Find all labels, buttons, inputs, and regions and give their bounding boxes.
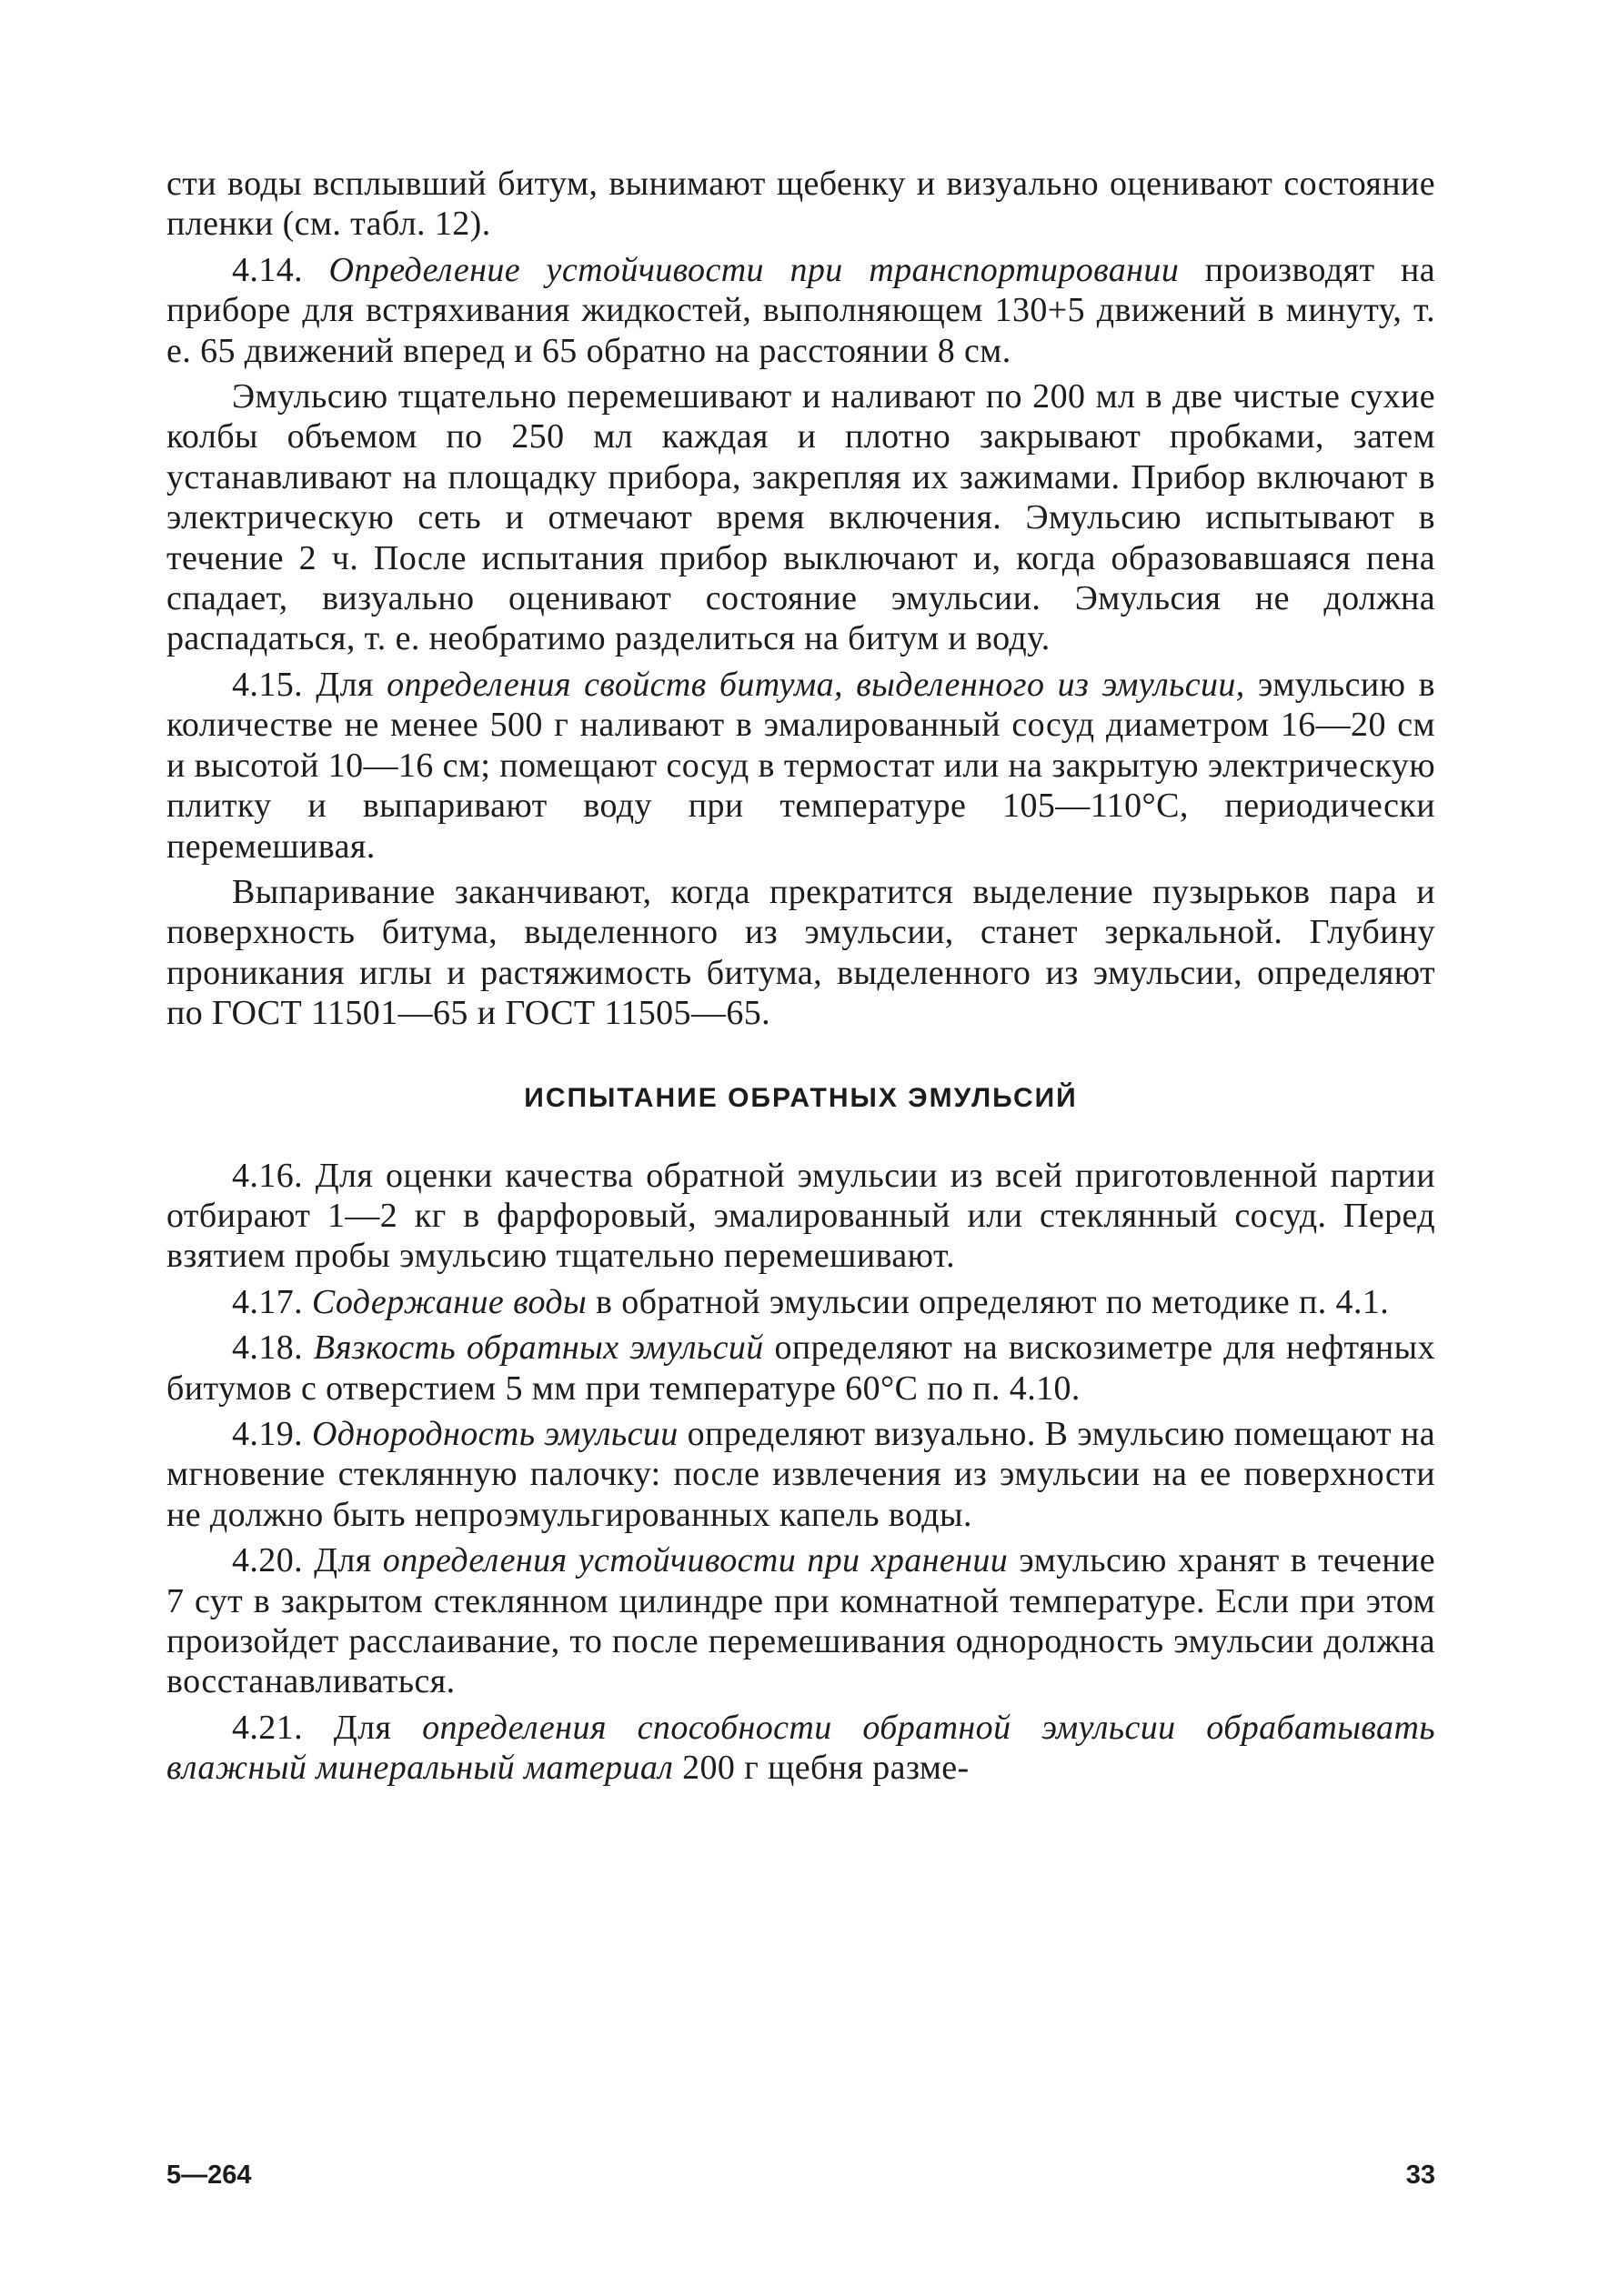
clause-number: 4.15. [232,665,303,704]
clause-title: Вязкость обратных эмульсий [313,1328,764,1368]
paragraph-4-14 [166,250,1435,371]
clause-text: определяют визуально. В эмульсию помещают на мгновение стеклянную палочку: после извлечения из эмульсии на ее поверхности не должно быть непроэмульгированных капель воды. [166,1414,1435,1534]
page-body [166,164,1435,1789]
clause-number: 4.21. [232,1708,303,1747]
paragraph-4-16: 4.16. Для оценки качества обратной эмульсии из всей приготовленной партии отбирают 1—2 кг в фарфоровый, эмалированный или стеклянный сосуд. Перед взятием пробы эмульсию тщательно перемешивают. [166,1156,1435,1276]
paragraph-4-21 [166,1708,1435,1789]
clause-number: 4.20. [232,1541,303,1580]
paragraph-4-18 [166,1328,1435,1409]
clause-title: определения свойств битума, выделенного из эмульсии, [387,665,1245,704]
clause-title: Содержание воды [311,1282,588,1321]
clause-prefix: Для [303,1541,383,1580]
clause-prefix: Для [303,665,387,704]
clause-number: 4.19. [232,1414,303,1453]
page-footer [166,2161,1435,2191]
paragraph-4-19 [166,1414,1435,1535]
clause-text: эмульсию хранят в течение 7 сут в закрытом стеклянном цилиндре при комнатной температуре. Если при этом произойдет расслаивание, то после перемешивания однородность эмульсии должна восстанавливаться. [166,1541,1435,1701]
clause-number: 4.17. [232,1282,303,1321]
signature-mark: 5—264 [166,2161,252,2190]
paragraph-4-17 [166,1282,1435,1322]
clause-text: определяют на вискозиметре для нефтяных битумов с отверстием 5 мм при температуре 60°С по п. 4.10. [166,1328,1435,1408]
paragraph-4-20 [166,1540,1435,1702]
clause-title: Однородность эмульсии [311,1414,679,1453]
clause-title: Определение устойчивости при транспортировании [328,250,1180,289]
paragraph-evaporation: Выпаривание заканчивают, когда прекратится выделение пузырьков пара и поверхность битума, выделенного из эмульсии, станет зеркальной. Глубину проникания иглы и растяжимость битума, выделенного из эмульсии, определяют по ГОСТ 11501—65 и ГОСТ 11505—65. [166,872,1435,1033]
clause-text: производят на приборе для встряхивания жидкостей, выполняющем 130+5 движений в минуту, т. е. 65 движений вперед и 65 обратно на расстоянии 8 см. [166,250,1436,370]
paragraph-continuation: сти воды всплывший битум, вынимают щебенку и визуально оценивают состояние пленки (см. табл. 12). [166,165,1435,244]
clause-text: 200 г щебня разме- [673,1749,970,1788]
clause-number: 4.14. [232,250,303,289]
clause-text: эмульсию в количестве не менее 500 г наливают в эмалированный сосуд диаметром 16—20 см и высотой 10—16 см; помещают сосуд в термостат или на закрытую электрическую плитку и выпаривают воду при температуре 105—110°С, периодически перемешивая. [166,665,1435,866]
clause-title: определения устойчивости при хранении [382,1541,1009,1580]
paragraph-4-15 [166,665,1435,867]
paragraph-shaking-procedure: Эмульсию тщательно перемешивают и наливают по 200 мл в две чистые сухие колбы объемом по 250 мл каждая и плотно закрывают пробками, затем устанавливают на площадку прибора, закрепляя их зажимами. Прибор включают в электрическую сеть и отмечают время включения. Эмульсию испытывают в течение 2 ч. После испытания прибор выключают и, когда образовавшаяся пена спадает, визуально оценивают состояние эмульсии. Эмульсия не должна распадаться, т. е. необратимо разделиться на битум и воду. [166,377,1435,658]
clause-text: в обратной эмульсии определяют по методике п. 4.1. [587,1282,1390,1321]
section-heading: ИСПЫТАНИЕ ОБРАТНЫХ ЭМУЛЬСИЙ [524,1082,1078,1113]
page-number: 33 [1405,2161,1435,2190]
clause-prefix: Для [303,1708,423,1747]
clause-number: 4.18. [232,1328,303,1368]
clause-title: определения способности обратной эмульсии обрабатывать влажный минеральный материал [166,1708,1435,1788]
